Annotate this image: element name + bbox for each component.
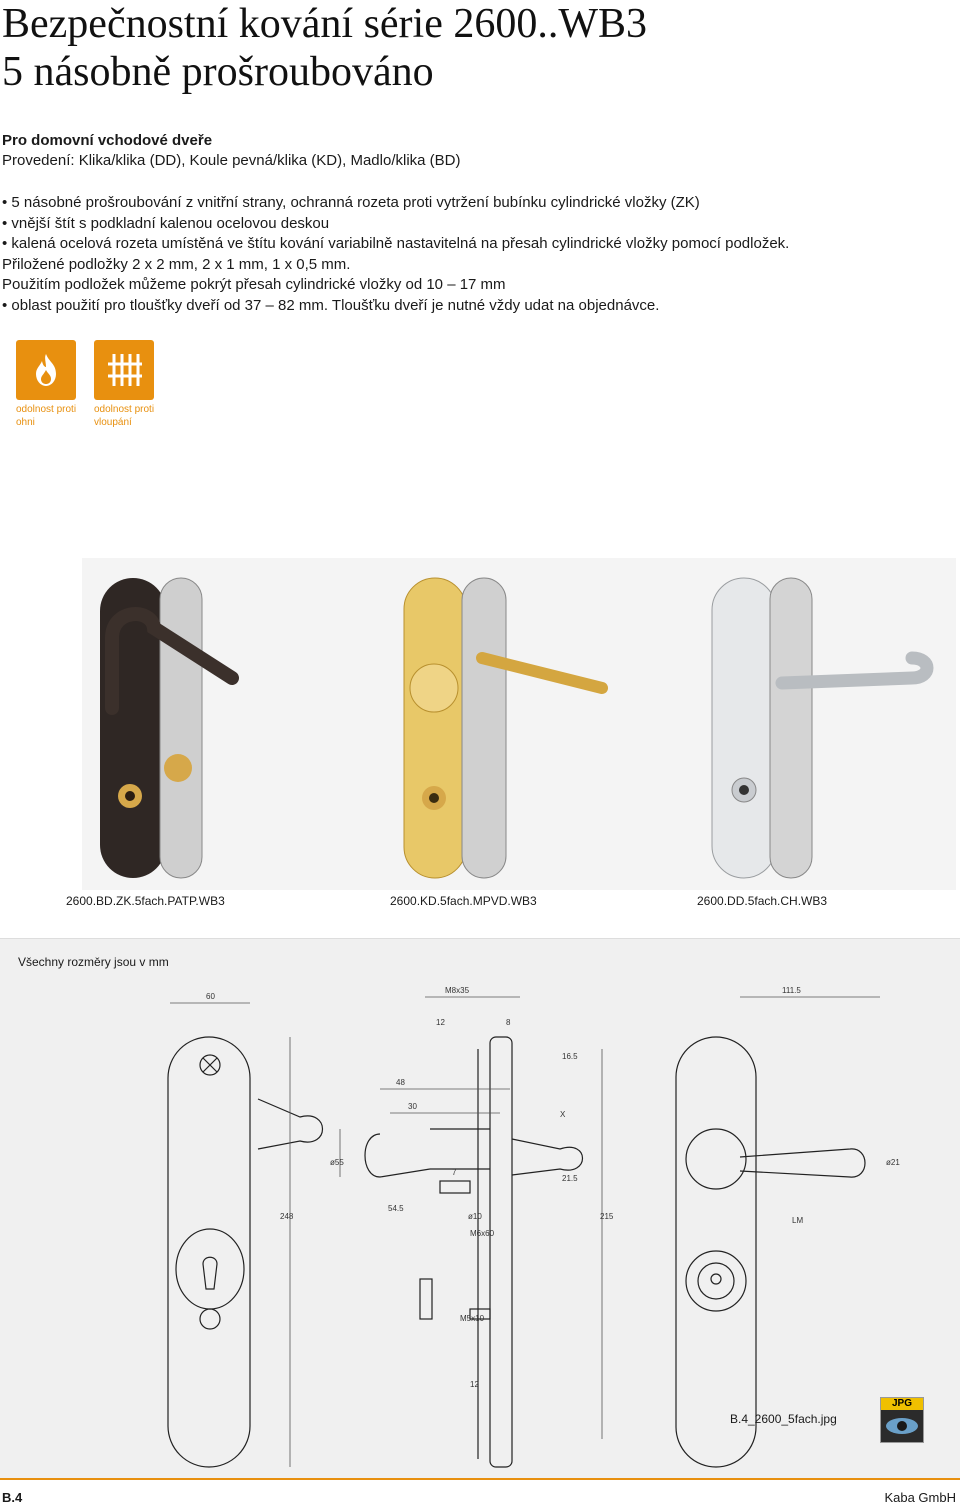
feature-item: • vnější štít s podkladní kalenou ocelovou deskou (2, 214, 330, 232)
file-name: B.4_2600_5fach.jpg (730, 1412, 837, 1426)
feature-list (2, 193, 952, 316)
fire-icon (16, 340, 76, 400)
dim-248: 248 (280, 1212, 294, 1221)
dim-7: 7 (452, 1168, 457, 1177)
feature-item: • 5 násobné prošroubování z vnitřní strany, ochranná rozeta proti vytržení bubínku cylindrické vložky (ZK) (2, 194, 700, 211)
dim-48: 48 (396, 1078, 405, 1087)
technical-drawing (0, 938, 960, 1479)
dim-21-5: 21.5 (562, 1174, 578, 1183)
product-caption-3: 2600.DD.5fach.CH.WB3 (697, 894, 828, 908)
company-name: Kaba GmbH (884, 1490, 956, 1505)
footer-divider (0, 1478, 960, 1480)
intro-heading: Pro domovní vchodové dveře (2, 132, 213, 149)
feature-item: Použitím podložek můžeme pokrýt přesah cylindrické vložky od 10 – 17 mm (2, 276, 506, 293)
inner-plate-outline (676, 1037, 756, 1467)
dim-30: 30 (408, 1102, 417, 1111)
dimensions-note: Všechny rozměry jsou v mm (18, 955, 169, 969)
fire-resistance-badge (16, 340, 76, 400)
product-image-1 (100, 578, 232, 878)
page-title (2, 0, 647, 96)
outer-plate-outline (168, 1037, 250, 1467)
jpg-badge: JPG (881, 1398, 923, 1410)
product-image-3 (712, 578, 927, 878)
dim-111-5: 111.5 (782, 986, 801, 995)
burglary-badge-label: odolnost proti vloupání (94, 404, 155, 428)
dim-12: 12 (436, 1018, 445, 1027)
dim-21: ø21 (886, 1158, 900, 1167)
feature-item: • oblast použití pro tloušťky dveří od 37 – 82 mm. Tloušťku dveří je nutné vždy udat na objednávce. (2, 296, 660, 314)
dim-55: ø55 (330, 1158, 344, 1167)
title-line-1: Bezpečnostní kování série 2600..WB3 (2, 1, 648, 47)
dim-m8x35: M8x35 (445, 986, 470, 995)
jpg-file-icon (880, 1397, 924, 1443)
product-photos (82, 558, 956, 890)
title-line-2: 5 násobně prošroubováno (2, 49, 434, 95)
dim-m6x60: M6x60 (470, 1229, 495, 1238)
burglary-resistance-badge (94, 340, 154, 400)
dim-16-5: 16.5 (562, 1052, 578, 1061)
dim-54-5: 54.5 (388, 1204, 404, 1213)
product-caption-1: 2600.BD.ZK.5fach.PATP.WB3 (66, 894, 225, 908)
page-number: B.4 (2, 1490, 23, 1505)
dim-lm: LM (792, 1216, 804, 1225)
dim-8: 8 (506, 1018, 511, 1027)
product-image-2 (404, 578, 602, 878)
eye-icon (881, 1410, 923, 1440)
feature-item: Přiložené podložky 2 x 2 mm, 2 x 1 mm, 1 x 0,5 mm. (2, 255, 351, 273)
dim-12b: 12 (470, 1380, 479, 1389)
dim-10: ø10 (468, 1212, 482, 1221)
dim-m5x10: M5x10 (460, 1314, 485, 1323)
intro-variants: Provedení: Klika/klika (DD), Koule pevná/klika (KD), Madlo/klika (BD) (2, 152, 461, 169)
fire-badge-label: odolnost proti ohni (16, 404, 77, 428)
grille-icon (94, 340, 154, 400)
product-caption-2: 2600.KD.5fach.MPVD.WB3 (390, 894, 537, 908)
side-view (490, 1037, 512, 1467)
dim-x: X (560, 1110, 566, 1119)
feature-item: • kalená ocelová rozeta umístěná ve štítu kování variabilně nastavitelná na přesah cylindrické vložky pomocí podložek. (2, 235, 790, 252)
dim-60: 60 (206, 992, 215, 1001)
dim-215: 215 (600, 1212, 614, 1221)
